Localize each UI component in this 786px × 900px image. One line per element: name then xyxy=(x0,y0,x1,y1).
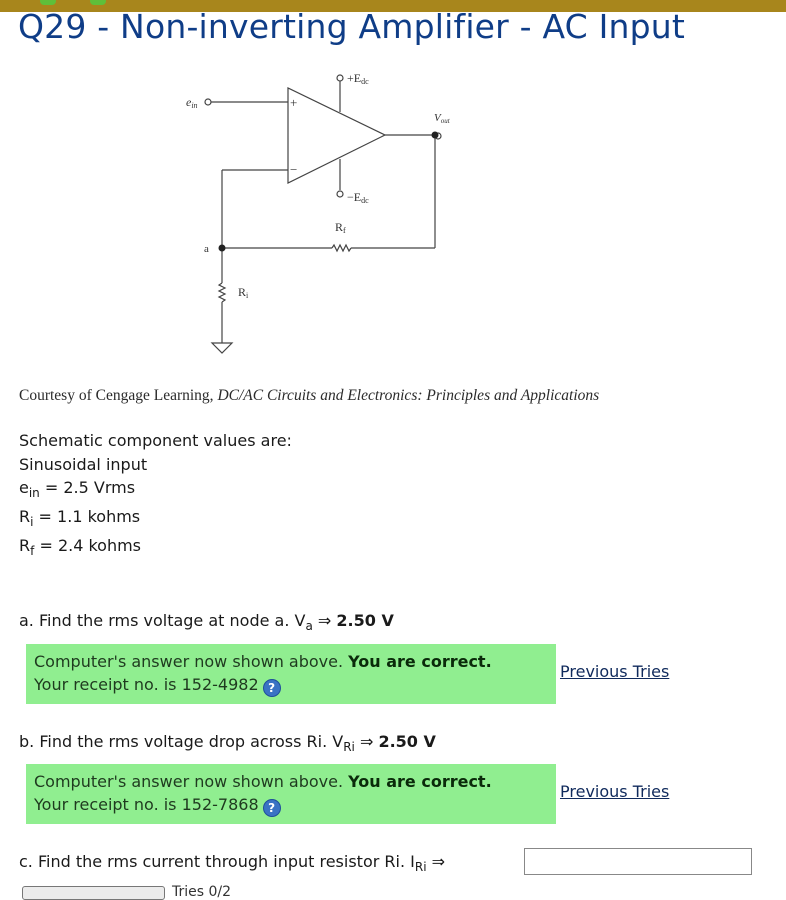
edc-pos-label: +Edc xyxy=(347,71,369,86)
nav-next-tab[interactable] xyxy=(90,0,106,5)
tries-counter-c: Tries 0/2 xyxy=(172,884,232,900)
previous-tries-link-b[interactable]: Previous Tries xyxy=(560,782,670,801)
question-a: a. Find the rms voltage at node a. $V_a$ ⇒ 2.50 V xyxy=(19,611,394,633)
previous-tries-link-a[interactable]: Previous Tries xyxy=(560,662,670,681)
noninverting-plus: + xyxy=(290,95,298,110)
ein-value: $e_{in} = 2.5$ Vrms xyxy=(19,478,136,500)
node-a-dot xyxy=(219,245,226,252)
signal-type: Sinusoidal input xyxy=(19,455,148,474)
node-a-label: a xyxy=(204,243,209,255)
nav-prev-tab[interactable] xyxy=(40,0,56,5)
answer-input-c[interactable] xyxy=(524,848,752,875)
ground-symbol xyxy=(212,343,232,353)
vout-label: Vout xyxy=(434,112,450,125)
image-credit: Courtesy of Cengage Learning, DC/AC Circuits and Electronics: Principles and Applications xyxy=(19,387,600,404)
ri-label: Ri xyxy=(238,285,249,300)
help-icon[interactable]: ? xyxy=(263,799,281,817)
correct-feedback-a: Computer's answer now shown above. You are correct. Your receipt no. is 152-4982 ? xyxy=(26,644,556,704)
circuit-schematic xyxy=(150,55,450,365)
question-b: b. Find the rms voltage drop across Ri. $V_{Ri}$ ⇒ 2.50 V xyxy=(19,732,436,754)
rf-value: $R_f = 2.4$ kohms xyxy=(19,536,142,558)
inverting-minus: − xyxy=(290,162,298,177)
page-title: Q29 - Non-inverting Amplifier - AC Input xyxy=(18,7,686,46)
rf-resistor xyxy=(332,245,351,251)
ein-label: ein xyxy=(186,95,198,110)
question-c: c. Find the rms current through input resistor Ri. $I_{Ri}$ ⇒ xyxy=(19,852,446,874)
correct-feedback-b: Computer's answer now shown above. You are correct. Your receipt no. is 152-7868 ? xyxy=(26,764,556,824)
vout-node-dot xyxy=(432,132,439,139)
values-header: Schematic component values are: xyxy=(19,431,292,450)
edc-neg-label: −Edc xyxy=(347,190,369,205)
submit-answer-button[interactable] xyxy=(22,886,165,900)
ri-value: $R_i = 1.1$ kohms xyxy=(19,507,141,529)
op-amp-symbol xyxy=(288,88,385,183)
rf-label: Rf xyxy=(335,220,346,235)
ri-resistor xyxy=(219,283,225,302)
help-icon[interactable]: ? xyxy=(263,679,281,697)
